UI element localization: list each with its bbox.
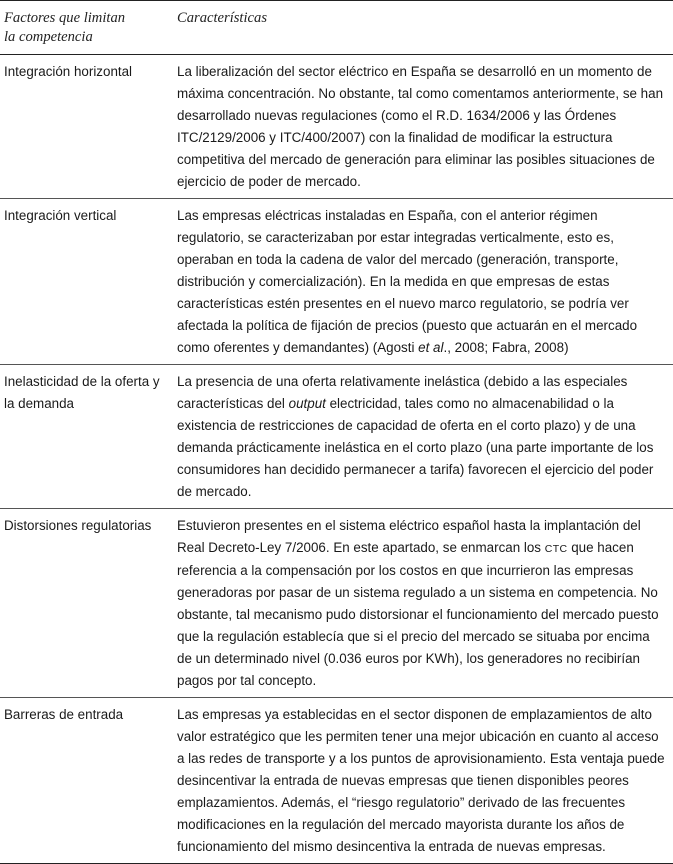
description-italic-text: output	[288, 396, 326, 411]
table-row	[0, 55, 673, 199]
description-cell: La liberalización del sector eléctrico en España se desarrolló en un momento de máxima concentración. No obstante, tal como comentamos anteriormente, se han desarrollado nuevas regulaciones (como el R.D. 1634/2006 y las Órdenes ITC/2129/2006 y ITC/400/2007) con la finalidad de modificar la estructura competitiva del mercado de generación para eliminar las posibles situaciones de ejercicio de poder de mercado.	[177, 64, 664, 189]
header-characteristics: Características	[177, 10, 267, 26]
factor-cell: Distorsiones regulatorias	[4, 518, 152, 533]
description-cell: Las empresas ya establecidas en el sector disponen de emplazamientos de alto valor estratégico que les permiten tener una mejor ubicación en cuanto al acceso a las redes de transporte y a los puntos de aprovisionamiento. Esta ventaja puede desincentivar la entrada de nuevas empresas que tienen disponibles peores emplazamientos. Además, el “riesgo regulatorio” derivado de las frecuentes modificaciones en la regulación del mercado mayorista durante los años de funcionamiento del mismo desincentiva la entrada de nuevas empresas.	[177, 707, 665, 854]
table-row	[0, 509, 673, 698]
table-row	[0, 365, 673, 509]
header-factors	[0, 1, 174, 55]
table-header-row	[0, 1, 673, 55]
header-factors-line2: la competencia	[4, 29, 93, 45]
description-text: Las empresas eléctricas instaladas en España, con el anterior régimen regulatorio, se caracterizaban por estar integradas verticalmente, esto es, operaban en toda la cadena de valor del mercado (generación, transporte, distribución y comercialización). En la medida en que empresas de estas características estén presentes en el nuevo marco regulatorio, se podría ver afectada la política de fijación de precios (puesto que actuarán en el mercado como oferentes y demandantes) (Agosti	[177, 208, 638, 355]
description-text: Estuvieron presentes en el sistema eléctrico español hasta la implantación del Real Decreto-Ley 7/2006. En este apartado, se enmarcan los	[177, 518, 641, 555]
description-text: electricidad, tales como no almacenabilidad o la existencia de restricciones de capacidad de oferta en el corto plazo) y de una demanda prácticamente inelástica en el corto plazo (una parte importante de los consumidores han decidido permanecer a tarifa) favorecen el ejercicio del poder de mercado.	[177, 396, 654, 499]
description-cell	[174, 509, 673, 698]
description-text: que hacen referencia a la compensación por los costos en que incurrieron las empresas generadoras por pasar de un sistema regulado a un sistema en competencia. No obstante, tal mecanismo pudo distorsionar el funcionamiento del mercado puesto que la regulación establecía que si el precio del mercado se situaba por encima de un determinado nivel (0.036 euros por KWh), los generadores no recibirían pagos por tal concepto.	[177, 540, 659, 688]
description-cell	[174, 199, 673, 365]
description-text: La presencia de una oferta relativamente inelástica (debido a las especiales características del	[177, 374, 628, 411]
description-italic-text: et al	[418, 340, 444, 355]
description-text: ., 2008; Fabra, 2008)	[443, 340, 569, 355]
header-factors-line1: Factores que limitan	[4, 10, 126, 26]
factor-cell: Integración vertical	[4, 208, 117, 223]
table-row	[0, 698, 673, 864]
factor-cell: Integración horizontal	[4, 64, 133, 79]
factor-cell: Inelasticidad de la oferta y la demanda	[4, 374, 160, 411]
description-smallcaps-text: CTC	[544, 543, 568, 555]
factor-cell: Barreras de entrada	[4, 707, 124, 722]
table-row	[0, 199, 673, 365]
description-cell	[174, 365, 673, 509]
